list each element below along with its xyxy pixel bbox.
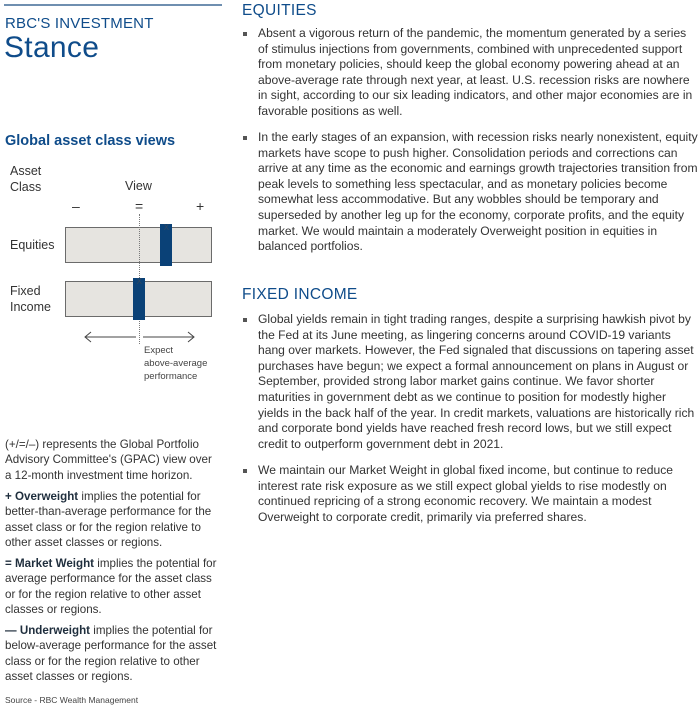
- market-weight-symbol: =: [135, 198, 144, 214]
- asset-class-header-line1: Asset: [10, 164, 42, 178]
- fixed-income-bullet: [240, 312, 698, 452]
- equities-row-label: [10, 237, 54, 253]
- market-weight-description: implies the potential for average performance for the asset class or for the region relative to other asset classes or regions.: [5, 557, 217, 617]
- equities-bullet: [240, 26, 698, 120]
- arrow-right-icon: [143, 331, 195, 343]
- market-weight-term: Market Weight: [15, 557, 95, 570]
- equities-heading: EQUITIES: [242, 2, 317, 19]
- fixed-income-marker-x: X: [136, 277, 142, 286]
- bullet-icon: [243, 32, 247, 36]
- view-header: View: [125, 179, 152, 193]
- bullet-icon: [243, 136, 247, 140]
- underweight-note: [5, 623, 220, 685]
- fixed-income-bullet: [240, 463, 698, 525]
- overweight-symbol-text: +: [5, 490, 12, 503]
- fixed-income-row-label: [10, 283, 51, 315]
- gpac-note: (+/=/–) represents the Global Portfolio Advisory Committee's (GPAC) view over a 12-month investment time horizon.: [5, 438, 212, 482]
- equities-bullet-text-2: In the early stages of an expansion, with recession risks nearly nonexistent, equity markets have scope to push higher. Consolidation periods and corrections can arrive at any time as the economic and earnings growth trajectories transition from peak levels to something less spectacular, and as monetary policies become somewhat less accommodative. But any wobbles should be temporary and superseded by another leg up for the economy, corporate profits, and the equity market. We would maintain a moderately Overweight position in equities in balanced portfolios.: [258, 130, 698, 254]
- market-symbol-text: =: [5, 557, 12, 570]
- asset-views-title: Global asset class views: [5, 133, 176, 149]
- legend-above-line3: performance: [144, 371, 198, 382]
- equities-marker-x: X: [163, 223, 170, 232]
- bullet-icon: [243, 318, 247, 322]
- legend-above-average: [144, 344, 207, 383]
- fixed-income-bullet-text-2: We maintain our Market Weight in global fixed income, but continue to reduce interest rate risk exposure as we still expect global yields to rise modestly on continued repricing of a strong economic recovery. We maintain a modest Overweight to corporate credit, primarily via preferred shares.: [258, 463, 673, 524]
- underweight-description: implies the potential for below-average performance for the asset class or for the region relative to other asset classes or regions.: [5, 624, 217, 684]
- fixed-income-bullet-text-1: Global yields remain in tight trading ranges, despite a surprising hawkish pivot by the Fed at its June meeting, as lingering concerns around COVID-19 variants hang over markets. However, the Fed signaled that discussions on tapering asset purchases have begun; we expect a formal announcement on plans in August or September, provided strong labor market gains continue. We favor shorter maturities in government debt as we continue to position for modestly higher yields in the back half of the year. In credit markets, valuations are historically rich and corporate bond yields have reached fresh record lows, but we still expect credit to outperform government debt in 2021.: [258, 312, 695, 451]
- overweight-symbol: +: [196, 198, 205, 214]
- equities-label: Equities: [10, 238, 55, 252]
- page-title: Stance: [4, 31, 100, 64]
- fixed-income-label-line1: Fixed: [10, 284, 41, 298]
- fixed-income-label-line2: Income: [10, 300, 51, 314]
- underweight-term: Underweight: [19, 624, 91, 637]
- arrow-left-icon: [84, 331, 136, 343]
- legend-above-line2: above-average: [144, 358, 208, 369]
- overweight-note: [5, 489, 220, 551]
- source-note: Source - RBC Wealth Management: [5, 695, 139, 705]
- overweight-description: implies the potential for better-than-average performance for the asset class or for the region relative to other asset classes or regions.: [5, 490, 212, 550]
- page-kicker: RBC'S INVESTMENT: [5, 15, 154, 32]
- fixed-income-heading: FIXED INCOME: [242, 286, 358, 303]
- equities-view-marker: [160, 224, 172, 266]
- equities-bullet-text-1: Absent a vigorous return of the pandemic, the momentum generated by a series of stimulus injections from governments, combined with unprecedented support from monetary policies, should keep the global economy powering ahead at an above-average rate through next year, at least. U.S. recession risks are nowhere in sight, according to our six leading indicators, and other major economies are in favorable positions as well.: [258, 26, 693, 118]
- header-rule: [4, 4, 222, 6]
- legend-above-line1: Expect: [144, 345, 174, 356]
- equities-bullet: [240, 130, 698, 255]
- bullet-icon: [243, 469, 247, 473]
- under-symbol-text: —: [5, 624, 17, 637]
- underweight-symbol: –: [72, 198, 80, 214]
- asset-class-header: [10, 163, 41, 195]
- market-weight-note: [5, 556, 220, 618]
- overweight-term: Overweight: [15, 490, 79, 503]
- fixed-income-view-marker: [133, 278, 145, 320]
- left-sidebar: [0, 0, 222, 713]
- asset-class-header-line2: Class: [10, 180, 42, 194]
